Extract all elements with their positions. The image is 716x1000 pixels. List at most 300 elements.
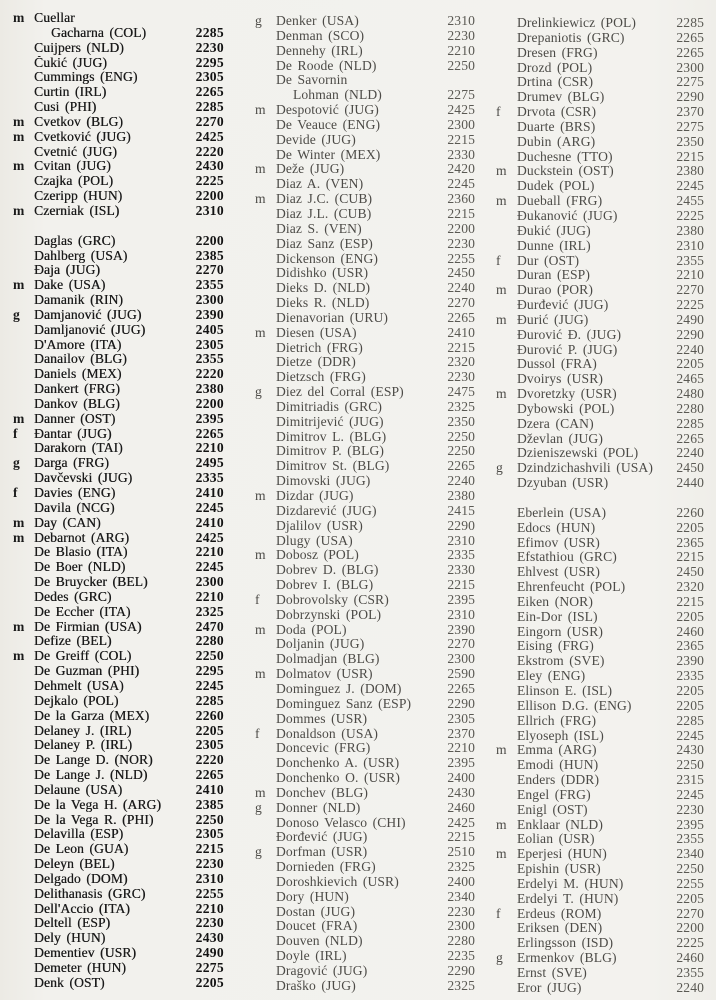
rating-list-row xyxy=(496,669,704,684)
rating-list-row xyxy=(255,771,475,786)
title-prefix xyxy=(13,946,34,961)
title-prefix xyxy=(13,931,34,946)
spacer-row xyxy=(13,219,224,234)
player-name: Dory (HUN) xyxy=(276,889,349,904)
rating-list-row xyxy=(13,174,224,189)
rating-value: 2215 xyxy=(447,205,475,221)
player-name: Cvitan (JUG) xyxy=(34,159,111,174)
player-name: Dolmadjan (BLG) xyxy=(276,652,380,667)
rating-list-row xyxy=(496,254,704,269)
rating-value: 2205 xyxy=(676,519,704,535)
rating-value: 2325 xyxy=(447,977,475,993)
player-name: De Leon (GUA) xyxy=(34,842,129,857)
rating-list-row xyxy=(255,593,475,608)
player-name: Cvetnić (JUG) xyxy=(34,144,117,159)
player-name: Delgado (DOM) xyxy=(34,871,128,886)
rating-list-row xyxy=(496,328,704,343)
rating-value: 2285 xyxy=(676,712,704,728)
title-prefix xyxy=(255,88,276,103)
rating-list-row xyxy=(255,44,475,59)
player-name: Doucet (FRA) xyxy=(276,919,358,934)
player-name: Lohman (NLD) xyxy=(293,88,382,103)
rating-value: 2450 xyxy=(447,265,475,281)
player-name: Erdelyi T. (HUN) xyxy=(517,891,619,906)
rating-value: 2490 xyxy=(195,945,224,961)
rating-value: 2265 xyxy=(676,44,704,60)
rating-value: 2215 xyxy=(447,339,475,355)
title-prefix xyxy=(496,328,517,343)
player-name: Durao (POR) xyxy=(517,283,593,298)
rating-list-row xyxy=(13,145,224,160)
title-prefix xyxy=(255,29,276,44)
player-name: Dubin (ARG) xyxy=(517,134,596,149)
rating-value: 2425 xyxy=(447,814,475,830)
rating-value: 2205 xyxy=(195,722,224,738)
title-prefix xyxy=(13,634,34,649)
rating-value: 2410 xyxy=(195,485,224,500)
player-name: Dur (OST) xyxy=(517,253,580,268)
rating-list-row xyxy=(496,966,704,981)
title-prefix xyxy=(13,857,34,872)
title-prefix xyxy=(255,949,276,964)
rating-value: 2385 xyxy=(195,247,224,263)
rating-list-row xyxy=(496,209,704,224)
player-name: Douven (NLD) xyxy=(276,934,363,949)
title-prefix xyxy=(13,41,34,56)
rating-list-row xyxy=(13,664,224,679)
rating-value: 2230 xyxy=(447,27,475,43)
rating-value: 2395 xyxy=(195,410,224,426)
rating-value: 2265 xyxy=(195,84,224,100)
rating-list-row xyxy=(255,88,475,103)
title-prefix xyxy=(13,575,34,590)
player-name: Drvota (CSR) xyxy=(517,105,597,120)
player-name: Đurović Đ. (JUG) xyxy=(517,327,622,342)
rating-value: 2460 xyxy=(447,799,475,815)
rating-list-row xyxy=(496,120,704,135)
rating-list-row xyxy=(13,159,224,174)
rating-value: 2200 xyxy=(195,188,224,204)
rating-list-row xyxy=(255,934,475,949)
title-prefix xyxy=(13,961,34,976)
rating-list-row xyxy=(255,148,475,163)
rating-value: 2230 xyxy=(195,915,224,931)
player-name: Dolmatov (USR) xyxy=(276,667,373,682)
rating-value: 2415 xyxy=(447,502,475,518)
rating-list-row xyxy=(496,372,704,387)
player-name: Dieks R. (NLD) xyxy=(276,296,370,311)
rating-list-row xyxy=(13,130,224,145)
title-prefix xyxy=(255,830,276,845)
rating-list-row xyxy=(496,402,704,417)
title-prefix: m xyxy=(13,10,25,25)
player-name: Dienavorian (URU) xyxy=(276,310,389,325)
rating-value: 2245 xyxy=(447,176,475,192)
rating-list-row xyxy=(13,471,224,486)
rating-value: 2285 xyxy=(195,692,224,708)
rating-value: 2325 xyxy=(447,398,475,414)
rating-list-row xyxy=(255,311,475,326)
rating-list-row xyxy=(13,11,224,26)
rating-value: 2365 xyxy=(676,638,704,654)
player-name: Drozd (POL) xyxy=(517,60,593,75)
rating-value: 2325 xyxy=(447,859,475,875)
title-prefix xyxy=(496,521,517,536)
rating-value: 2290 xyxy=(447,695,475,711)
title-prefix xyxy=(13,768,34,783)
title-prefix xyxy=(496,150,517,165)
player-name: Dzindzichashvili (USA) xyxy=(517,461,653,476)
rating-list-row xyxy=(13,263,224,278)
player-name: Diaz J.C. (CUB) xyxy=(276,192,373,207)
rating-value: 2250 xyxy=(447,443,475,459)
rating-list-row xyxy=(13,456,224,471)
player-name: Dominguez J. (DOM) xyxy=(276,681,402,696)
player-name: Draško (JUG) xyxy=(276,978,356,993)
player-name: Dedes (GRC) xyxy=(34,589,112,604)
player-name: Dizdarević (JUG) xyxy=(276,503,377,518)
rating-value: 2310 xyxy=(676,237,704,253)
player-name: Erlingsson (ISD) xyxy=(517,936,614,951)
title-prefix xyxy=(13,249,34,264)
rating-list-row xyxy=(496,61,704,76)
rating-value: 2400 xyxy=(447,770,475,786)
rating-list-row xyxy=(255,177,475,192)
title-prefix xyxy=(13,234,34,249)
title-prefix xyxy=(496,550,517,565)
title-prefix: m xyxy=(496,846,507,862)
rating-list-row xyxy=(13,872,224,887)
title-prefix xyxy=(496,773,517,788)
player-name: Doyle (IRL) xyxy=(276,949,347,964)
title-prefix xyxy=(496,298,517,313)
title-prefix xyxy=(496,639,517,654)
rating-value: 2280 xyxy=(676,400,704,416)
player-name: Dresen (FRG) xyxy=(517,45,598,60)
title-prefix: m xyxy=(496,386,507,402)
player-name: Dominguez Sanz (ESP) xyxy=(276,696,412,711)
player-name: Demeter (HUN) xyxy=(34,961,126,975)
player-name: Dvoretzky (USR) xyxy=(517,387,617,402)
rating-value: 2230 xyxy=(676,801,704,817)
player-name: Efstathiou (GRC) xyxy=(517,550,617,565)
title-prefix xyxy=(13,85,34,100)
rating-value: 2200 xyxy=(676,920,704,936)
player-name: De Lange J. (NLD) xyxy=(34,768,148,783)
title-prefix: g xyxy=(13,306,20,322)
rating-value: 2210 xyxy=(195,900,224,916)
rating-value: 2425 xyxy=(195,529,224,545)
title-prefix xyxy=(496,432,517,447)
player-name: Deltell (ESP) xyxy=(34,916,111,931)
title-prefix xyxy=(13,664,34,679)
title-prefix xyxy=(496,75,517,90)
rating-list-row xyxy=(255,296,475,311)
title-prefix: g xyxy=(255,384,262,400)
title-prefix: f xyxy=(13,425,18,441)
player-name: Đurđević (JUG) xyxy=(517,298,609,313)
player-name: Diaz J.L. (CUB) xyxy=(276,206,372,221)
player-name: Drepaniotis (GRC) xyxy=(517,30,625,45)
rating-value: 2320 xyxy=(676,579,704,595)
title-prefix xyxy=(496,446,517,461)
title-prefix xyxy=(13,501,34,516)
rating-value: 2265 xyxy=(447,680,475,696)
rating-value: 2240 xyxy=(447,280,475,296)
rating-value: 2245 xyxy=(676,786,704,802)
rating-list-row xyxy=(496,936,704,951)
rating-value: 2245 xyxy=(195,499,224,515)
rating-value: 2305 xyxy=(447,710,475,726)
rating-value: 2425 xyxy=(447,102,475,118)
rating-value: 2205 xyxy=(676,697,704,713)
rating-value: 2200 xyxy=(195,232,224,248)
rating-list-row xyxy=(13,738,224,753)
rating-value: 2310 xyxy=(195,870,224,886)
rating-value: 2240 xyxy=(676,445,704,461)
player-name: Dzieniszewski (POL) xyxy=(517,446,639,461)
player-name: Eror (JUG) xyxy=(517,980,582,995)
rating-list-row xyxy=(255,370,475,385)
rating-list-row xyxy=(496,729,704,744)
player-name: Enigl (OST) xyxy=(517,802,588,817)
title-prefix xyxy=(255,860,276,875)
player-name: De Boer (NLD) xyxy=(34,560,126,575)
rating-list-row xyxy=(255,415,475,430)
rating-value: 2385 xyxy=(195,796,224,812)
rating-list-row xyxy=(255,400,475,415)
rating-value: 2350 xyxy=(447,413,475,429)
player-name: Ermenkov (BLG) xyxy=(517,951,617,966)
rating-list-row xyxy=(496,847,704,862)
rating-value: 2460 xyxy=(676,623,704,639)
title-prefix: g xyxy=(255,799,262,815)
rating-list-row xyxy=(255,623,475,638)
rating-value: 2380 xyxy=(676,163,704,179)
rating-list-row xyxy=(255,59,475,74)
title-prefix xyxy=(13,293,34,308)
title-prefix: f xyxy=(255,725,260,741)
rating-value: 2470 xyxy=(195,618,224,634)
player-name: Eley (ENG) xyxy=(517,669,586,684)
rating-value: 2200 xyxy=(447,220,475,236)
player-name: Dely (HUN) xyxy=(34,931,106,946)
rating-list-row xyxy=(13,649,224,664)
player-name: Cvetković (JUG) xyxy=(34,129,131,144)
rating-list-row xyxy=(496,550,704,565)
player-name: Donchev (BLG) xyxy=(276,785,369,800)
rating-value: 2265 xyxy=(195,425,224,441)
rating-value: 2410 xyxy=(447,324,475,340)
rating-list-row xyxy=(255,355,475,370)
rating-value: 2395 xyxy=(676,816,704,832)
rating-list-row xyxy=(13,605,224,620)
player-name: Dvoirys (USR) xyxy=(517,372,603,387)
title-prefix xyxy=(255,919,276,934)
rating-list-row xyxy=(496,194,704,209)
rating-list-row xyxy=(13,842,224,857)
player-name: Đukanović (JUG) xyxy=(517,208,618,223)
rating-list-row xyxy=(255,741,475,756)
player-name: Enders (DDR) xyxy=(517,773,600,788)
rating-list-row xyxy=(496,699,704,714)
player-name: Drtina (CSR) xyxy=(517,75,594,90)
rating-list-row xyxy=(496,268,704,283)
player-name: Dybowski (POL) xyxy=(517,401,615,416)
title-prefix xyxy=(496,506,517,521)
rating-list-row xyxy=(13,26,224,41)
player-name: Enklaar (NLD) xyxy=(517,817,603,832)
player-name: Đurić (JUG) xyxy=(517,312,589,327)
title-prefix xyxy=(255,252,276,267)
rating-list-row xyxy=(255,637,475,652)
rating-list-row xyxy=(13,115,224,130)
player-name: De la Garza (MEX) xyxy=(34,708,150,723)
player-name: Eolian (USR) xyxy=(517,832,595,847)
title-prefix xyxy=(13,827,34,842)
title-prefix xyxy=(255,934,276,949)
rating-value: 2440 xyxy=(676,475,704,491)
rating-list-row xyxy=(496,521,704,536)
rating-value: 2395 xyxy=(447,755,475,771)
rating-value: 2225 xyxy=(676,935,704,951)
title-prefix xyxy=(13,145,34,160)
rating-value: 2300 xyxy=(195,292,224,308)
player-name: Dobosz (POL) xyxy=(276,548,359,563)
title-prefix xyxy=(496,209,517,224)
title-prefix xyxy=(255,652,276,667)
rating-value: 2255 xyxy=(447,250,475,266)
title-prefix xyxy=(13,724,34,739)
player-name: Deleyn (BEL) xyxy=(34,857,115,872)
rating-value: 2295 xyxy=(195,663,224,679)
player-name: Eiken (NOR) xyxy=(517,594,593,609)
rating-value: 2395 xyxy=(447,591,475,607)
rating-value: 2250 xyxy=(447,57,475,73)
rating-list-row xyxy=(255,548,475,563)
rating-list-row xyxy=(496,595,704,610)
rating-list-row xyxy=(13,352,224,367)
title-prefix xyxy=(13,338,34,353)
rating-value: 2340 xyxy=(447,888,475,904)
rating-list-row xyxy=(255,341,475,356)
title-prefix xyxy=(255,370,276,385)
rating-list-row xyxy=(496,357,704,372)
rating-list-row xyxy=(496,743,704,758)
player-name: Emodi (HUN) xyxy=(517,758,599,773)
rating-value: 2285 xyxy=(676,415,704,431)
player-name: Dankert (FRG) xyxy=(34,382,120,397)
player-name: Daniels (MEX) xyxy=(34,367,122,382)
rating-value: 2270 xyxy=(447,636,475,652)
title-prefix xyxy=(13,560,34,575)
rating-value: 2230 xyxy=(195,39,224,55)
player-name: Efimov (USR) xyxy=(517,535,600,550)
player-name: Dzyuban (USR) xyxy=(517,476,609,491)
rating-value: 2270 xyxy=(676,905,704,921)
title-prefix xyxy=(13,916,34,931)
rating-value: 2215 xyxy=(195,841,224,857)
title-prefix: g xyxy=(255,844,262,860)
rating-value: 2275 xyxy=(676,74,704,90)
rating-list-row xyxy=(496,224,704,239)
title-prefix xyxy=(255,979,276,994)
player-name: De Eccher (ITA) xyxy=(34,604,131,619)
title-prefix: m xyxy=(255,488,266,503)
player-name: De Roode (NLD) xyxy=(276,58,377,73)
rating-value: 2220 xyxy=(195,752,224,768)
title-prefix xyxy=(496,669,517,684)
rating-list-row xyxy=(255,712,475,727)
rating-value: 2430 xyxy=(447,784,475,800)
title-prefix xyxy=(255,697,276,712)
rating-value: 2265 xyxy=(447,309,475,325)
rating-value: 2370 xyxy=(447,725,475,741)
rating-list-row xyxy=(13,827,224,842)
rating-value: 2330 xyxy=(447,146,475,162)
rating-value: 2210 xyxy=(447,42,475,58)
player-name: Dobrev I. (BLG) xyxy=(276,578,374,593)
player-name: Dieks D. (NLD) xyxy=(276,281,371,296)
player-name: Epishin (USR) xyxy=(517,862,601,877)
rating-value: 2255 xyxy=(676,875,704,891)
title-prefix: f xyxy=(496,104,501,120)
player-name: Diaz S. (VEN) xyxy=(276,221,362,236)
title-prefix xyxy=(13,976,34,991)
rating-list-row xyxy=(496,788,704,803)
rating-value: 2270 xyxy=(195,262,224,278)
player-name: Ein-Dor (ISL) xyxy=(517,609,598,624)
rating-list-row xyxy=(255,964,475,979)
rating-value: 2475 xyxy=(447,384,475,400)
rating-list-row xyxy=(255,816,475,831)
rating-list-row xyxy=(13,41,224,56)
title-prefix xyxy=(13,902,34,917)
player-name: Dankov (BLG) xyxy=(34,396,120,411)
rating-value: 2390 xyxy=(195,306,224,322)
player-name: De la Vega H. (ARG) xyxy=(34,797,162,812)
rating-list-row xyxy=(13,753,224,768)
player-name: Daglas (GRC) xyxy=(34,233,116,248)
player-name: Czerniak (ISL) xyxy=(34,203,120,218)
player-name: Delaney J. (IRL) xyxy=(34,723,132,738)
title-prefix xyxy=(255,964,276,979)
rating-value: 2250 xyxy=(676,861,704,877)
rating-list-row xyxy=(496,476,704,491)
player-name: Dunne (IRL) xyxy=(517,238,591,253)
title-prefix xyxy=(13,679,34,694)
title-prefix xyxy=(255,459,276,474)
rating-value: 2205 xyxy=(676,682,704,698)
rating-value: 2410 xyxy=(195,781,224,797)
player-name: Danailov (BLG) xyxy=(34,352,127,367)
rating-value: 2275 xyxy=(195,960,224,975)
rating-list-row xyxy=(13,427,224,442)
player-name: Đantar (JUG) xyxy=(34,426,112,441)
title-prefix: m xyxy=(255,324,266,340)
rating-list-row xyxy=(13,813,224,828)
rating-list-row xyxy=(496,239,704,254)
rating-value: 2310 xyxy=(447,532,475,548)
rating-value: 2260 xyxy=(195,707,224,723)
player-name: Dell'Accio (ITA) xyxy=(34,901,130,916)
rating-value: 2305 xyxy=(195,737,224,753)
title-prefix xyxy=(13,189,34,204)
rating-value: 2205 xyxy=(195,974,224,990)
player-name: Eriksen (DEN) xyxy=(517,921,603,936)
rating-list-row xyxy=(496,773,704,788)
title-prefix xyxy=(13,367,34,382)
